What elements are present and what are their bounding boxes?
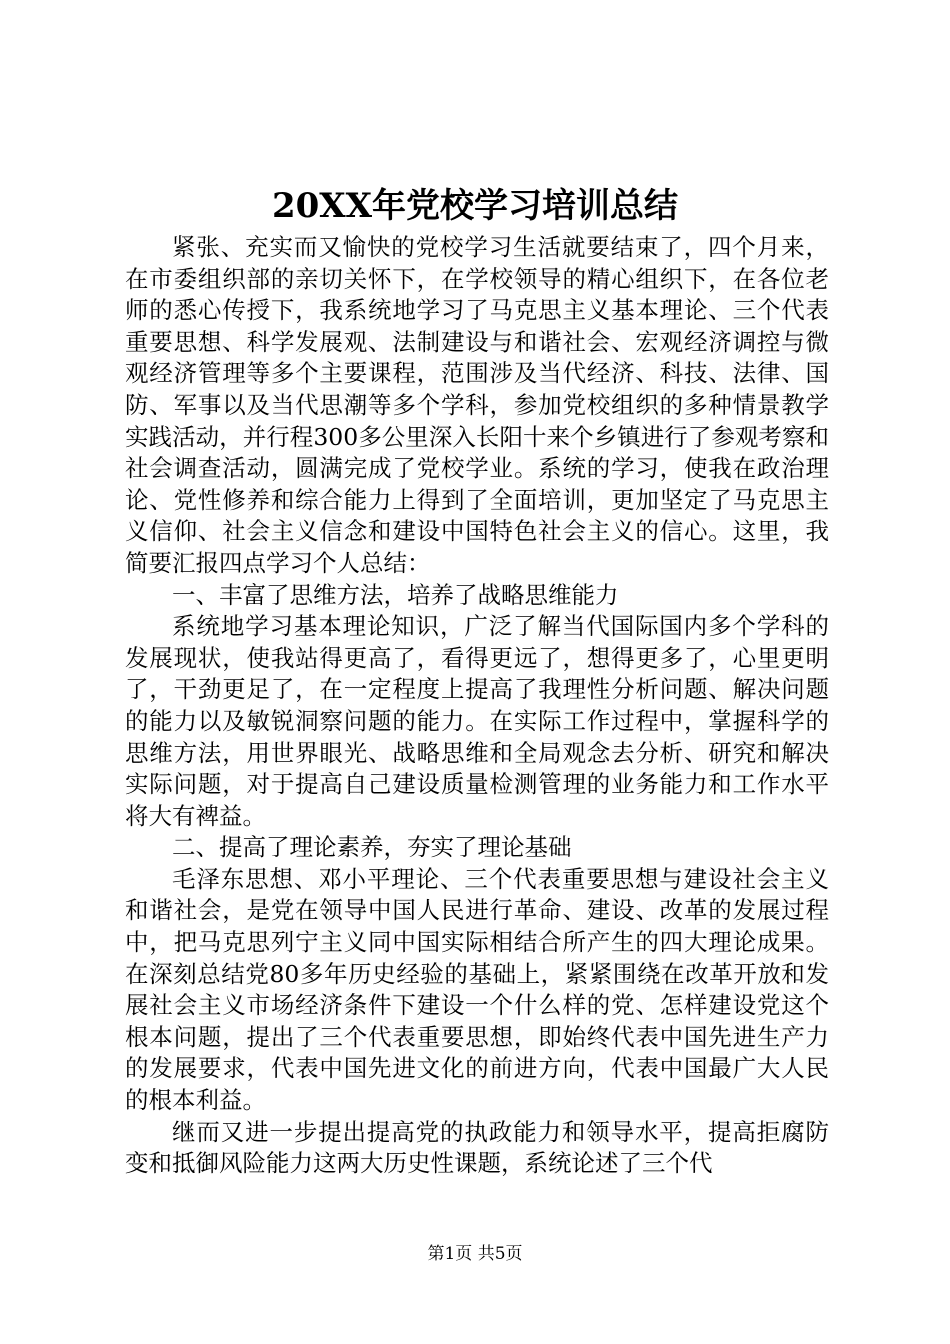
intro-paragraph: 紧张、充实而又愉快的党校学习生活就要结束了，四个月来，在市委组织部的亲切关怀下，在学校领导的精心组织下，在各位老师的悉心传授下，我系统地学习了马克思主义基本理论、三个代表重要思想、科学发展观、法制建设与和谐社会、宏观经济调控与微观经济管理等多个主要课程，范围涉及当代经济、科技、法律、国防、军事以及当代思潮等多个学科，参加党校组织的多种情景教学实践活动，并行程300多公里深入长阳十来个乡镇进行了参观考察和社会调查活动，圆满完成了党校学业。系统的学习，使我在政治理论、党性修养和综合能力上得到了全面培训，更加坚定了马克思主义信仰、社会主义信念和建设中国特色社会主义的信心。这里，我简要汇报四点学习个人总结： <box>125 233 829 577</box>
page-number-footer: 第1页 共5页 <box>427 1244 523 1264</box>
section-2-paragraph: 毛泽东思想、邓小平理论、三个代表重要思想与建设社会主义和谐社会，是党在领导中国人民进行革命、建设、改革的发展过程中，把马克思列宁主义同中国实际相结合所产生的四大理论成果。在深刻总结党80多年历史经验的基础上，紧紧围绕在改革开放和发展社会主义市场经济条件下建设一个什么样的党、怎样建设党这个根本问题，提出了三个代表重要思想，即始终代表中国先进生产力的发展要求，代表中国先进文化的前进方向，代表中国最广大人民的根本利益。 <box>125 864 829 1115</box>
section-1-paragraph: 系统地学习基本理论知识，广泛了解当代国际国内多个学科的发展现状，使我站得更高了，看得更远了，想得更多了，心里更明了，干劲更足了，在一定程度上提高了我理性分析问题、解决问题的能力以及敏锐洞察问题的能力。在实际工作过程中，掌握科学的思维方法，用世界眼光、战略思维和全局观念去分析、研究和解决实际问题，对于提高自己建设质量检测管理的业务能力和工作水平将大有裨益。 <box>125 612 829 830</box>
document-body <box>125 232 829 1180</box>
section-heading-1: 一、丰富了思维方法，培养了战略思维能力 <box>172 580 619 609</box>
section-2-paragraph-continued: 继而又进一步提出提高党的执政能力和领导水平，提高拒腐防变和抵御风险能力这两大历史性课题，系统论述了三个代 <box>125 1117 829 1178</box>
document-title: 20XX年党校学习培训总结 <box>271 186 679 226</box>
section-heading-2: 二、提高了理论素养，夯实了理论基础 <box>172 833 572 862</box>
